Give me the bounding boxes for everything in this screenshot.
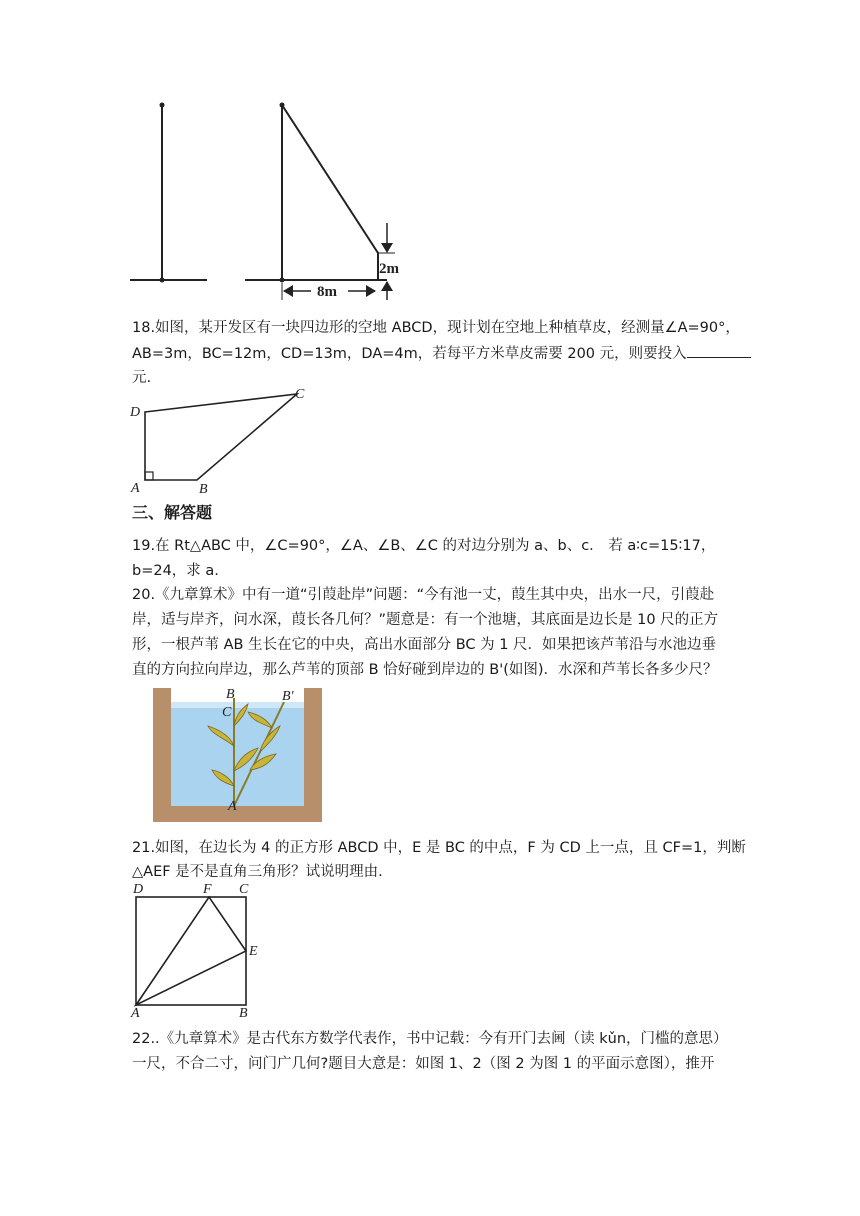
label-B: B	[239, 1006, 248, 1018]
q18-line2	[132, 341, 732, 367]
label-8m: 8m	[317, 284, 337, 300]
q21-line2: △AEF 是不是直角三角形？试说明理由.	[132, 864, 383, 880]
q22-line1: 22..《九章算术》是古代东方数学代表作，书中记载：今有开门去阃（读 kǔn，门槛的意思）	[132, 1031, 728, 1047]
q19-line1: 19.在 Rt△ABC 中，∠C=90°，∠A、∠B、∠C 的对边分别为 a、b、c． 若 a∶c=15∶17，	[132, 538, 716, 554]
label-F: F	[203, 882, 212, 897]
q20-line3: 形，一根芦苇 AB 生长在它的中央，高出水面部分 BC 为 1 尺．如果把该芦苇沿与水池边垂	[132, 637, 717, 653]
q18-line2-text: AB=3m，BC=12m，CD=13m，DA=4m，若每平方米草皮需要 200 元，则要投入	[132, 346, 687, 362]
label-B-prime: B'	[282, 689, 294, 704]
label-D: D	[130, 405, 141, 420]
label-E: E	[249, 944, 258, 959]
answer-blank	[687, 341, 751, 358]
figure-q17	[125, 95, 425, 305]
q18-line3: 元.	[132, 370, 152, 386]
label-A: A	[228, 799, 237, 814]
figure-q18-quadrilateral	[125, 382, 325, 497]
label-A: A	[131, 1006, 140, 1018]
label-D: D	[133, 882, 144, 897]
label-B: B	[199, 482, 208, 497]
figure-q20-pond-reed	[150, 686, 325, 826]
q19-line2: b=24，求 a.	[132, 563, 219, 579]
q20-line4: 直的方向拉向岸边，那么芦苇的顶部 B 恰好碰到岸边的 B'(如图)．水深和芦苇长各多少尺？	[132, 662, 718, 678]
q20-line2: 岸，适与岸齐，问水深，葭长各几何？”题意是：有一个池塘，其底面是边长是 10 尺的正方	[132, 612, 719, 628]
label-C: C	[295, 387, 305, 402]
label-A: A	[131, 481, 140, 496]
q22-line2: 一尺，不合二寸，问门广几何?题目大意是：如图 1、2（图 2 为图 1 的平面示意图），推开	[132, 1056, 715, 1072]
q20-line1: 20.《九章算术》中有一道“引葭赴岸”问题：“今有池一丈，葭生其中央，出水一尺，引葭赴	[132, 587, 715, 603]
label-2m: 2m	[379, 261, 399, 277]
q21-line1: 21.如图，在边长为 4 的正方形 ABCD 中，E 是 BC 的中点，F 为 CD 上一点，且 CF=1，判断	[132, 840, 746, 856]
label-C: C	[239, 882, 249, 897]
figure-q21-square	[125, 878, 275, 1018]
section-title: 三、解答题	[132, 503, 213, 522]
label-C: C	[222, 705, 232, 720]
label-B: B	[226, 687, 235, 702]
q18-line1: 18.如图，某开发区有一块四边形的空地 ABCD，现计划在空地上种植草皮，经测量∠A=90°，	[132, 320, 740, 336]
